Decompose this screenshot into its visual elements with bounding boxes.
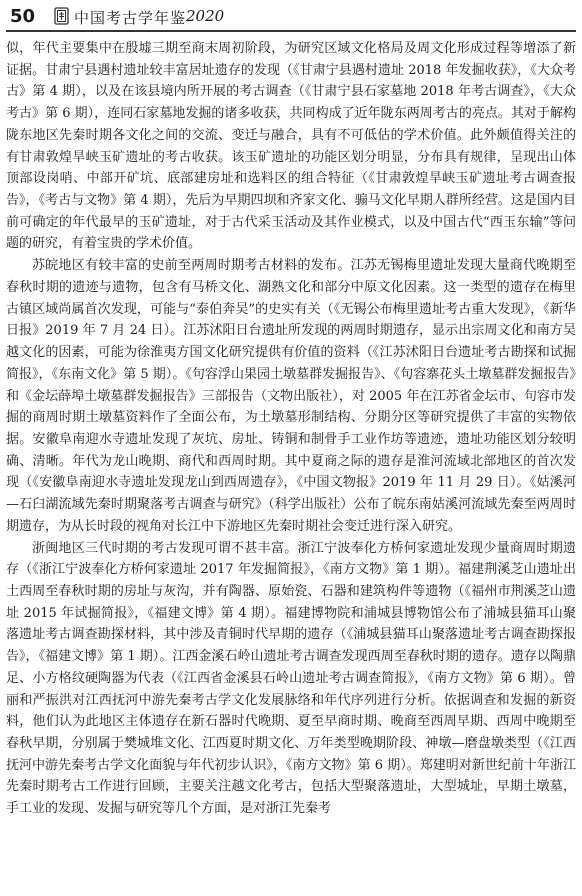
- header-rule: [6, 30, 576, 32]
- paragraph-suwan: 苏皖地区有较丰富的史前至两周时期考古材料的发布。江苏无锡梅里遗址发现大量商代晚期至春秋时期的遗迹与遗物，包含有马桥文化、湖熟文化和部分中原文化因素。这一类型的遗存在梅里古镇区域尚属首次发现，可能与“泰伯奔吴”的史实有关（《无锡公布梅里遗址考古重大发现》，《新华日报》2019 年 7 月 24 日）。江苏沭阳日台遗址所发现的两周时期遗存，显示出宗周文化和南方吴越文化的因素，可能为徐淮夷方国文化研究提供有价值的资料（《江苏沭阳日台遗址考古勘探和试掘简报》，《东南文化》第 5 期）。《句容浮山果园土墩墓群发掘报告》、《句容寨花头土墩墓群发掘报告》和《金坛薛埠土墩墓群发掘报告》三部报告（文物出版社），对 2005 年在江苏省金坛市、句容市发掘的商周时期土墩墓资料作了全面公布，为土墩墓形制结构、分期分区等研究提供了丰富的实物依据。安徽阜南迎水寺遗址发现了灰坑、房址、铸铜和制骨手工业作坊等遗迹，遗址功能区划分较明确、清晰。年代为龙山晚期、商代和西周时期。其中夏商之际的遗存是淮河流域北部地区的首次发现（《安徽阜南迎水寺遗址发现龙山到西周遗存》，《中国文物报》2019 年 11 月 29 日）。《姑溪河—石臼湖流域先秦时期聚落考古调查与研究》（科学出版社）公布了皖东南姑溪河流域先秦至两周时期遗存，为从长时段的视角对长江中下游地区先秦时期社会变迁进行深入研究。: [6, 258, 576, 534]
- article-body: [6, 38, 576, 820]
- paragraph-zhemin: 浙闽地区三代时期的考古发现可谓不甚丰富。浙江宁波奉化方桥何家遗址发现少量商周时期遗存（《浙江宁波奉化方桥何家遗址 2017 年发掘简报》，《南方文物》第 1 期）。福建荆溪芝山遗址出土西周至春秋时期的房址与灰沟，并有陶器、原始瓷、石器和建筑构件等遗物（《福州市荆溪芝山遗址 2015 年试掘简报》，《福建文博》第 4 期）。福建博物院和浦城县博物馆公布了浦城县猫耳山聚落遗址考古调查勘探材料，其中涉及青铜时代早期的遗存（《浦城县猫耳山聚落遗址考古调查勘探报告》，《福建文博》第 1 期）。江西金溪石岭山遗址考古调查发现西周至春秋时期的遗存。遗存以陶鼎足、小方格纹硬陶器为代表（《江西省金溪县石岭山遗址考古调查简报》，《南方文物》第 6 期）。曾丽和严振洪对江西抚河中游先秦考古学文化发展脉络和年代序列进行分析。依据调查和发掘的新资料，他们认为此地区主体遗存在新石器时代晚期、夏至早商时期、晚商至西周早期、西周中晚期至春秋早期，分别属于樊城堆文化、江西夏时期文化、万年类型晚期阶段、神墩—磨盘墩类型（《江西抚河中游先秦考古学文化面貌与年代初步认识》，《南方文物》第 6 期）。郑建明对新世纪前十年浙江先秦时期考古工作进行回顾，主要关注越文化考古，包括大型聚落遗址，大型城址，早期土墩墓，手工业的发现、发掘与研究等几个方面，是对浙江先秦考: [6, 540, 576, 817]
- book-seal-icon: [54, 7, 69, 25]
- paragraph-continued: 似，年代主要集中在殷墟三期至商末周初阶段，为研究区域文化格局及周文化形成过程等增添了新证据。甘肃宁县遇村遗址较丰富居址遗存的发现（《甘肃宁县遇村遗址 2018 年发掘收获》，《大众考古》第 4 期），以及在该县境内所开展的考古调查（《甘肃宁县石家墓地 2018 年考古调查》，《大众考古》第 6 期），连同石家墓地发掘的诸多收获，共同构成了近年陇东两周考古的亮点。其对于解构陇东地区先秦时期各文化之间的交流、变迁与融合，具有不可低估的学术价值。此外颇值得关注的有甘肃敦煌旱峡玉矿遗址的考古收获。该玉矿遗址的功能区划分明显，分布具有规律，呈现出山体顶部设岗哨、中部开矿坑、底部建房址和选料区的组合特征（《甘肃敦煌旱峡玉矿遗址考古调查报告》，《考古与文物》第 4 期），先后为早期四坝和齐家文化、骟马文化早期人群所经营。这是国内目前可确定的年代最早的玉矿遗址，对于古代采玉活动及其作业模式，以及中国古代“西玉东输”等问题的研究，有着宝贵的学术价值。: [6, 41, 576, 252]
- journal-year: 2020: [186, 7, 225, 25]
- journal-title: 中国考古学年鉴: [74, 9, 187, 27]
- page-number: 50: [10, 6, 36, 27]
- page-header: [0, 0, 582, 34]
